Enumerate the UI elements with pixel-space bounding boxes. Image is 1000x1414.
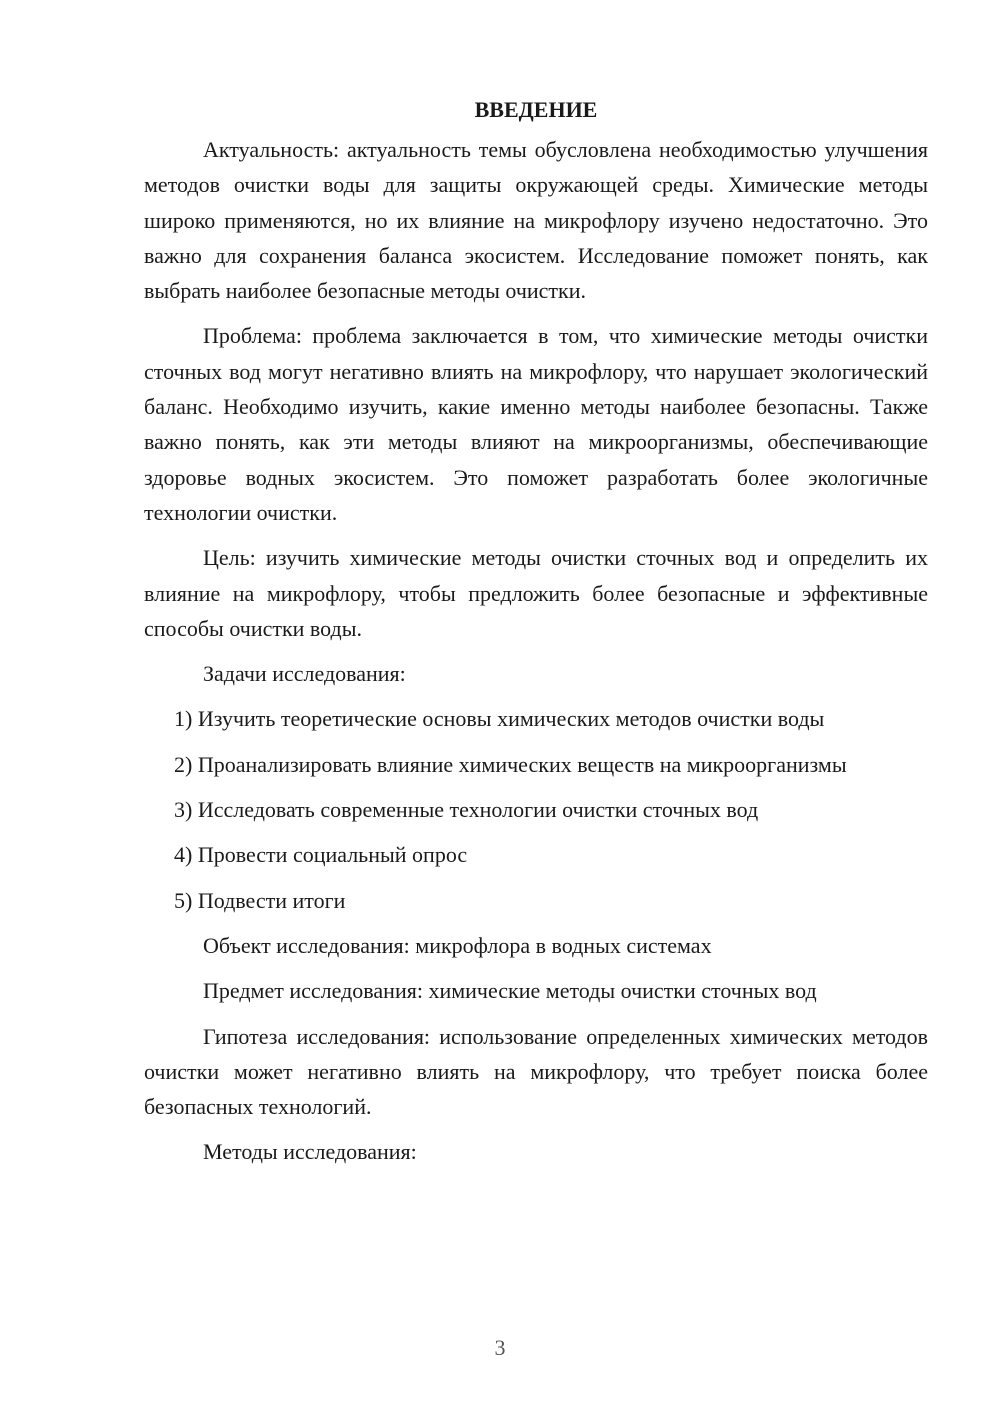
- relevance-paragraph: Актуальность: актуальность темы обусловлена необходимостью улучшения методов очистки воды для защиты окружающей среды. Химические методы широко применяются, но их влияние на микрофлору изучено недостаточно. Это важно для сохранения баланса экосистем. Исследование поможет понять, как выбрать наиболее безопасные методы очистки.: [144, 137, 928, 304]
- task-item-4: 4) Провести социальный опрос: [174, 842, 468, 868]
- object-paragraph: Объект исследования: микрофлора в водных системах: [203, 932, 712, 958]
- task-item-2: 2) Проанализировать влияние химических веществ на микроорганизмы: [174, 751, 847, 777]
- page-number: 3: [494, 1335, 506, 1360]
- hypothesis-paragraph: Гипотеза исследования: использование определенных химических методов очистки может негативно влиять на микрофлору, что требует поиска более безопасных технологий.: [144, 1023, 928, 1120]
- methods-heading: Методы исследования:: [203, 1139, 417, 1165]
- task-item-5: 5) Подвести итоги: [174, 887, 346, 913]
- problem-paragraph: Проблема: проблема заключается в том, что химические методы очистки сточных вод могут негативно влиять на микрофлору, что нарушает экологический баланс. Необходимо изучить, какие именно методы наиболее безопасны. Также важно понять, как эти методы влияют на микроорганизмы, обеспечивающие здоровье водных экосистем. Это поможет разработать более экологичные технологии очистки.: [144, 323, 928, 525]
- tasks-heading: Задачи исследования:: [203, 661, 406, 687]
- section-title: ВВЕДЕНИЕ: [474, 97, 598, 122]
- document-page: [144, 92, 928, 1180]
- goal-paragraph: Цель: изучить химические методы очистки сточных вод и определить их влияние на микрофлору, чтобы предложить более безопасные и эффективные способы очистки воды.: [144, 545, 928, 641]
- task-item-1: 1) Изучить теоретические основы химических методов очистки воды: [174, 706, 825, 732]
- subject-paragraph: Предмет исследования: химические методы очистки сточных вод: [203, 978, 817, 1004]
- task-item-3: 3) Исследовать современные технологии очистки сточных вод: [174, 797, 759, 823]
